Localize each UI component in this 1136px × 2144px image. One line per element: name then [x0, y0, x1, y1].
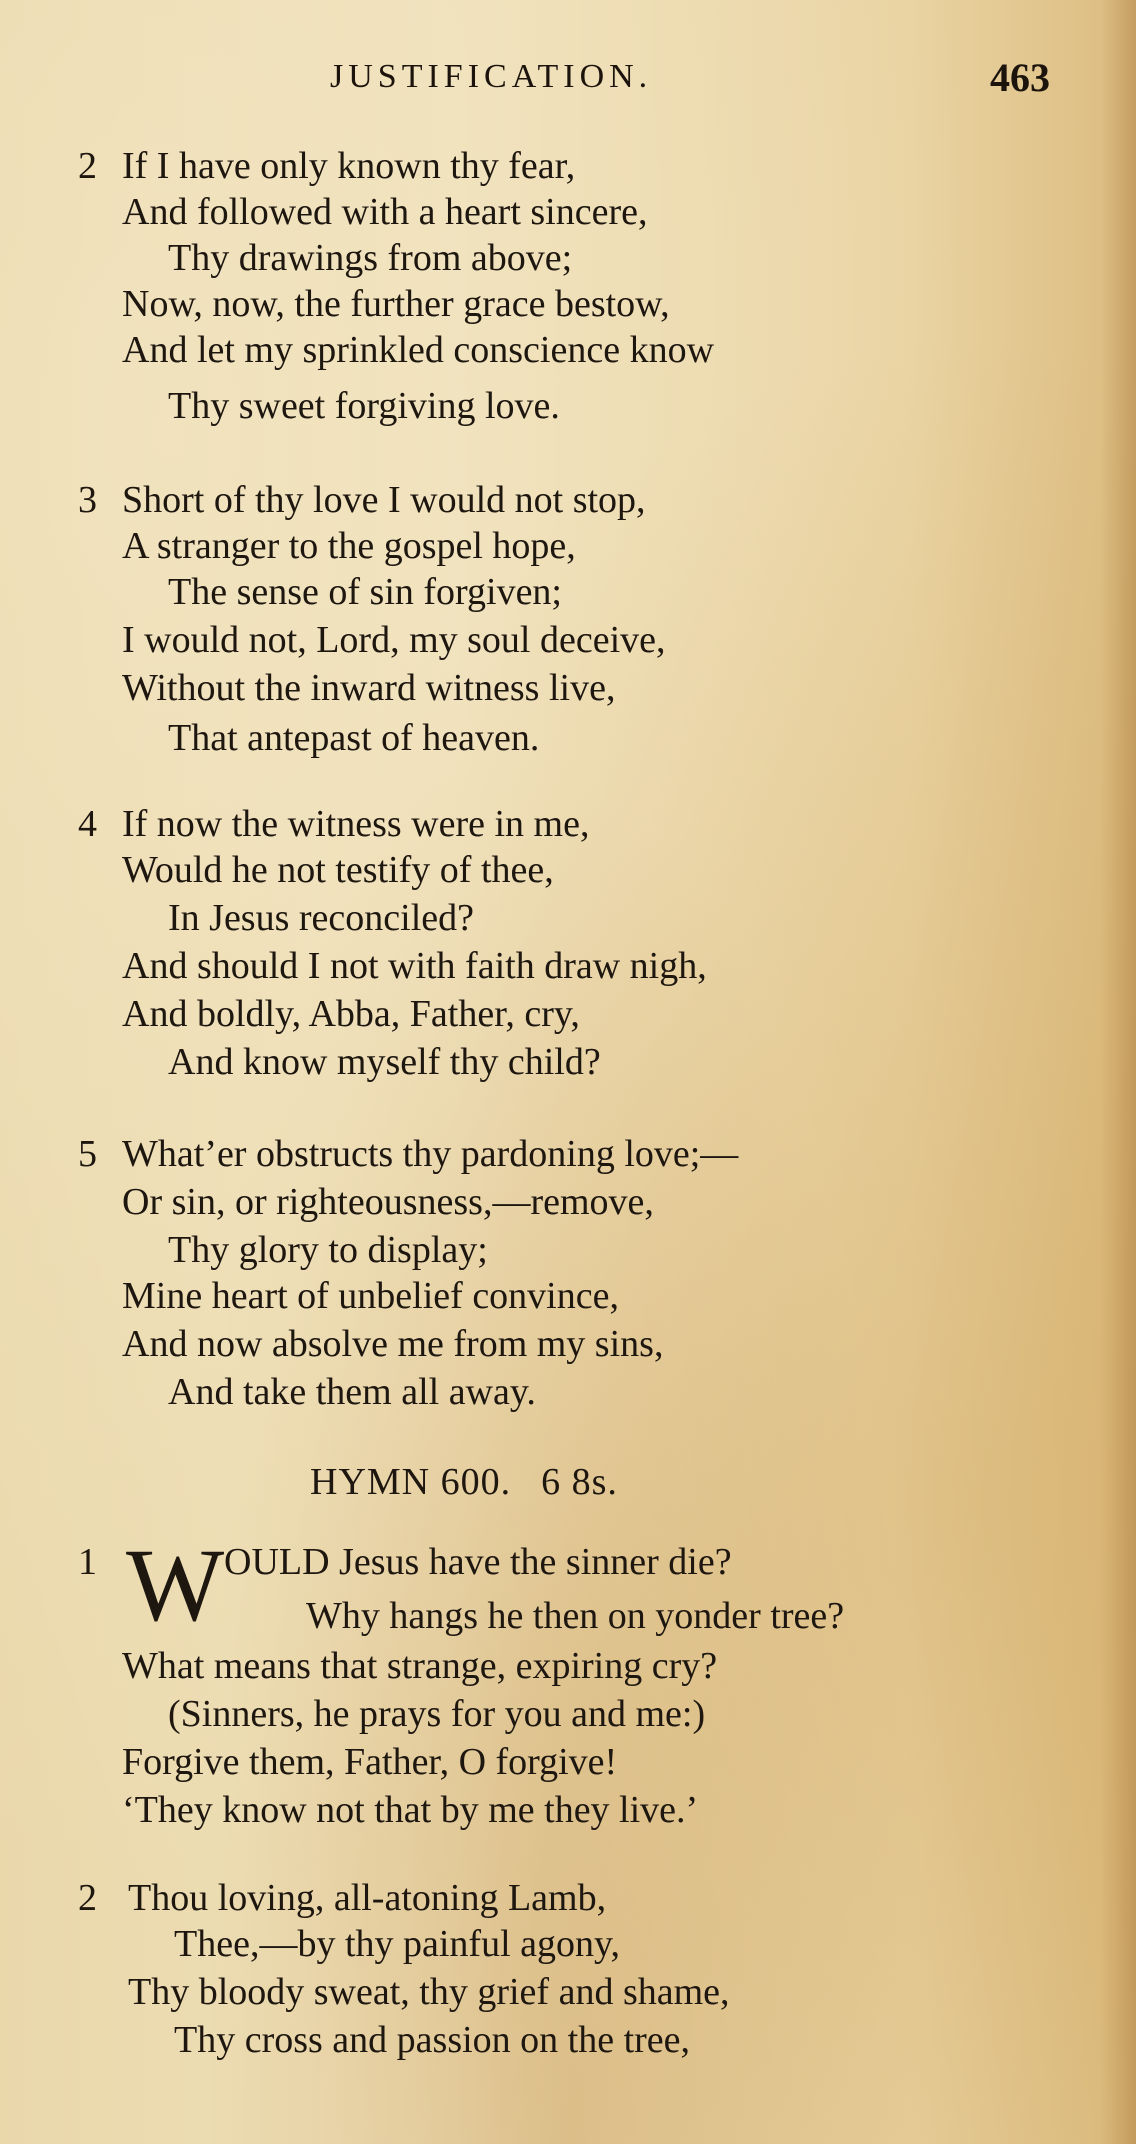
- verse-line: Thy sweet forgiving love.: [168, 385, 560, 427]
- verse-line: In Jesus reconciled?: [168, 897, 474, 939]
- verse-line: OULD Jesus have the sinner die?: [224, 1541, 732, 1583]
- verse-line: Thee,—by thy painful agony,: [174, 1923, 621, 1965]
- verse-line: And should I not with faith draw nigh,: [122, 945, 707, 987]
- running-title: JUSTIFICATION.: [330, 58, 653, 95]
- stanza-number: 2: [78, 1877, 97, 1919]
- verse-line: Thou loving, all-atoning Lamb,: [128, 1877, 607, 1919]
- verse-line: Short of thy love I would not stop,: [122, 479, 646, 521]
- verse-line: Why hangs he then on yonder tree?: [306, 1595, 845, 1637]
- drop-cap: W: [126, 1528, 225, 1643]
- verse-line: The sense of sin forgiven;: [168, 571, 562, 613]
- page-header: [0, 54, 1136, 104]
- verse-line: (Sinners, he prays for you and me:): [168, 1693, 706, 1735]
- verse-line: ‘They know not that by me they live.’: [122, 1789, 699, 1831]
- stanza-number: 4: [78, 803, 97, 845]
- verse-line: If I have only known thy fear,: [122, 145, 576, 187]
- verse-line: Thy glory to display;: [168, 1229, 488, 1271]
- verse-line: And now absolve me from my sins,: [122, 1323, 664, 1365]
- verse-line: That antepast of heaven.: [168, 717, 540, 759]
- verse-line: I would not, Lord, my soul deceive,: [122, 619, 666, 661]
- verse-line: Thy drawings from above;: [168, 237, 573, 279]
- page-number: 463: [990, 55, 1050, 100]
- verse-line: A stranger to the gospel hope,: [122, 525, 576, 567]
- verse-line: Now, now, the further grace bestow,: [122, 283, 670, 325]
- stanza-number: 1: [78, 1541, 97, 1583]
- verse-line: Or sin, or righteousness,—remove,: [122, 1181, 654, 1223]
- verse-line: What’er obstructs thy pardoning love;—: [122, 1133, 739, 1175]
- hymn-title: HYMN 600.: [310, 1461, 512, 1503]
- verse-line: And boldly, Abba, Father, cry,: [122, 993, 580, 1035]
- hymn-heading: [310, 1460, 618, 1504]
- hymn-meter: 6 8s.: [541, 1461, 618, 1503]
- stanza-number: 2: [78, 145, 97, 187]
- verse-line: If now the witness were in me,: [122, 803, 590, 845]
- verse-line: And let my sprinkled conscience know: [122, 329, 715, 371]
- verse-line: And know myself thy child?: [168, 1041, 601, 1083]
- verse-line: Would he not testify of thee,: [122, 849, 554, 891]
- verse-line: Thy bloody sweat, thy grief and shame,: [128, 1971, 730, 2013]
- verse-line: Mine heart of unbelief convince,: [122, 1275, 619, 1317]
- stanza-number: 3: [78, 479, 97, 521]
- verse-line: Thy cross and passion on the tree,: [174, 2019, 691, 2061]
- verse-line: And take them all away.: [168, 1371, 536, 1413]
- verse-line: What means that strange, expiring cry?: [122, 1645, 718, 1687]
- verse-line: Forgive them, Father, O forgive!: [122, 1741, 618, 1783]
- stanza-number: 5: [78, 1133, 97, 1175]
- verse-line: And followed with a heart sincere,: [122, 191, 648, 233]
- verse-line: Without the inward witness live,: [122, 667, 616, 709]
